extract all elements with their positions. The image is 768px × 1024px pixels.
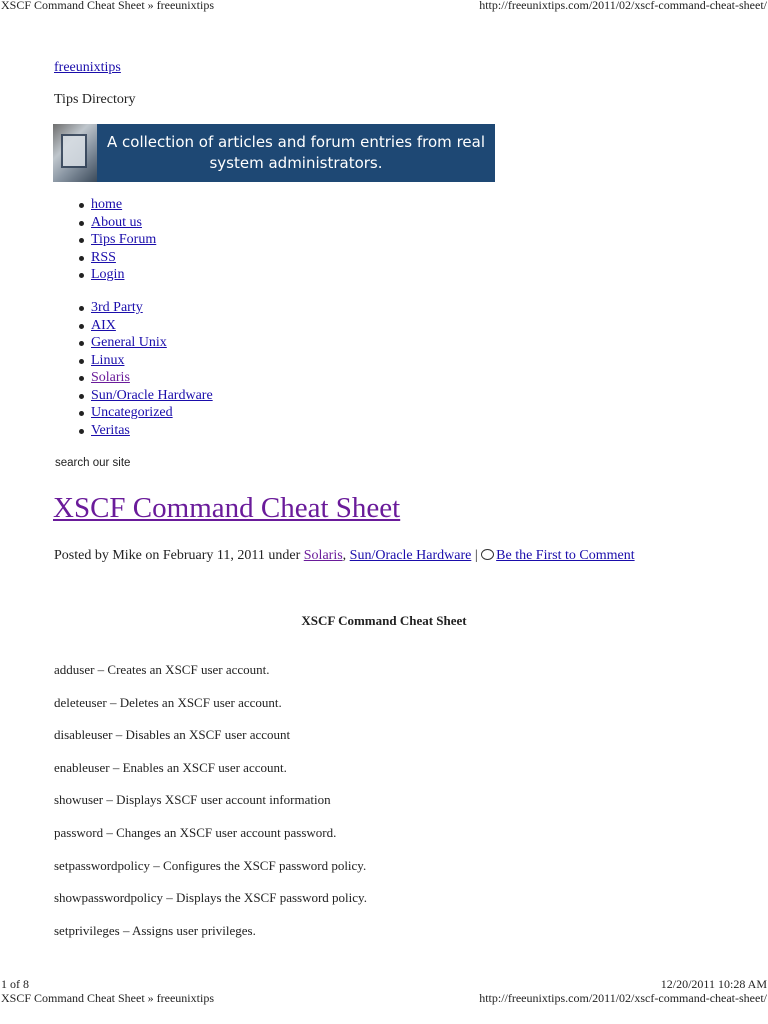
comment-link[interactable]: Be the First to Comment — [496, 548, 635, 563]
command-item: enableuser – Enables an XSCF user account. — [54, 759, 287, 775]
nav-item-login — [54, 266, 156, 284]
nav-link-tips-forum[interactable]: Tips Forum — [91, 232, 157, 247]
print-footer-meta — [0, 977, 768, 992]
category-item-general-unix — [54, 334, 213, 352]
nav-item-tips-forum — [54, 231, 156, 249]
page-counter: 1 of 8 — [1, 977, 29, 991]
command-list — [54, 662, 367, 955]
print-footer-title: XSCF Command Cheat Sheet » freeunixtips — [1, 991, 214, 1005]
site-description: Tips Directory — [54, 92, 136, 107]
post-meta-separator-pipe: | — [471, 548, 482, 563]
category-item-linux — [54, 352, 213, 370]
category-navigation — [54, 299, 213, 439]
category-item-veritas — [54, 422, 213, 440]
command-item: password – Changes an XSCF user account password. — [54, 824, 337, 840]
category-link-uncategorized[interactable]: Uncategorized — [91, 405, 173, 420]
command-item: setprivileges – Assigns user privileges. — [54, 922, 256, 938]
content-heading: XSCF Command Cheat Sheet — [301, 613, 467, 628]
site-banner — [53, 124, 495, 182]
post-meta-separator: , — [342, 548, 350, 563]
post-meta — [54, 548, 635, 564]
nav-link-login[interactable]: Login — [91, 267, 125, 282]
category-link-aix[interactable]: AIX — [91, 317, 116, 333]
command-item: deleteuser – Deletes an XSCF user account. — [54, 694, 282, 710]
post-title-link[interactable]: XSCF Command Cheat Sheet — [53, 492, 401, 524]
category-link-solaris[interactable]: Solaris — [91, 370, 130, 385]
nav-link-rss[interactable]: RSS — [91, 249, 116, 265]
command-item: adduser – Creates an XSCF user account. — [54, 662, 270, 677]
nav-link-home[interactable]: home — [91, 197, 123, 212]
category-link-3rd-party[interactable]: 3rd Party — [91, 300, 143, 315]
command-item: setpasswordpolicy – Configures the XSCF password policy. — [54, 857, 367, 873]
print-footer-url: http://freeunixtips.com/2011/02/xscf-command-cheat-sheet/ — [479, 991, 767, 1005]
post-category-sun-oracle-hardware[interactable]: Sun/Oracle Hardware — [349, 548, 472, 563]
category-item-uncategorized — [54, 404, 213, 422]
category-link-general-unix[interactable]: General Unix — [91, 335, 167, 350]
post-category-solaris[interactable]: Solaris — [303, 548, 343, 563]
print-timestamp: 12/20/2011 10:28 AM — [660, 977, 767, 991]
nav-item-home — [54, 196, 156, 214]
category-item-sun-oracle-hardware — [54, 387, 213, 405]
search-label: search our site — [55, 457, 131, 469]
banner-photo — [53, 124, 97, 182]
banner-line-2: system administrators. — [209, 154, 383, 172]
site-name-link[interactable]: freeunixtips — [54, 60, 121, 75]
nav-item-rss — [54, 249, 156, 267]
print-header-title: XSCF Command Cheat Sheet » freeunixtips — [1, 0, 214, 12]
banner-text — [97, 132, 495, 174]
category-item-3rd-party — [54, 299, 213, 317]
category-link-sun-oracle-hardware[interactable]: Sun/Oracle Hardware — [91, 387, 213, 403]
main-navigation — [54, 196, 156, 284]
command-item: showuser – Displays XSCF user account information — [54, 792, 331, 808]
nav-item-about — [54, 214, 156, 232]
print-header-url: http://freeunixtips.com/2011/02/xscf-command-cheat-sheet/ — [479, 0, 767, 12]
print-header — [0, 0, 768, 13]
comment-icon — [481, 549, 494, 560]
command-item: showpasswordpolicy – Displays the XSCF password policy. — [54, 890, 367, 906]
category-item-aix — [54, 317, 213, 335]
category-link-linux[interactable]: Linux — [91, 352, 125, 368]
nav-link-about[interactable]: About us — [91, 214, 142, 230]
category-item-solaris — [54, 369, 213, 387]
print-footer — [0, 991, 768, 1006]
post-meta-prefix: Posted by Mike on February 11, 2011 under — [54, 548, 304, 563]
command-item: disableuser – Disables an XSCF user account — [54, 727, 291, 743]
banner-line-1: A collection of articles and forum entries from real — [107, 133, 485, 151]
category-link-veritas[interactable]: Veritas — [91, 422, 130, 438]
